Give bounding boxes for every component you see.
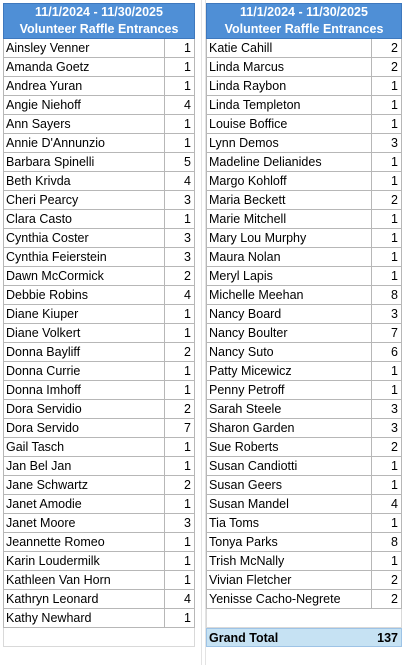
entrance-count-cell[interactable]: 2 [184,402,191,416]
volunteer-name-cell[interactable]: Jeannette Romeo [4,533,165,551]
table-row[interactable] [206,210,402,229]
right-header-date: 11/1/2024 - 11/30/2025 [206,3,402,21]
entrance-count-cell[interactable]: 1 [184,117,191,131]
table-row[interactable] [206,191,402,210]
entrance-count-cell[interactable]: 1 [184,573,191,587]
left-table-body [3,39,195,628]
table-row[interactable] [3,438,195,457]
grand-total-label: Grand Total [209,631,279,645]
entrance-count-cell[interactable]: 8 [391,535,398,549]
table-row[interactable] [3,343,195,362]
table-row[interactable] [3,400,195,419]
table-row[interactable] [3,305,195,324]
entrance-count-cell[interactable]: 3 [184,193,191,207]
table-row[interactable] [206,457,402,476]
volunteer-name-cell[interactable]: Jane Schwartz [4,476,165,494]
table-row[interactable] [3,457,195,476]
volunteer-name-cell[interactable]: Mary Lou Murphy [207,229,372,247]
entrance-count-cell[interactable]: 1 [391,269,398,283]
entrance-count-cell[interactable]: 3 [391,307,398,321]
table-row[interactable] [3,115,195,134]
volunteer-name-cell[interactable]: Sharon Garden [207,419,372,437]
entrance-count-cell[interactable]: 1 [391,383,398,397]
entrance-count-cell[interactable]: 4 [184,288,191,302]
volunteer-name-cell[interactable]: Ainsley Venner [4,39,165,57]
volunteer-name-cell[interactable]: Donna Currie [4,362,165,380]
volunteer-name-cell[interactable]: Trish McNally [207,552,372,570]
volunteer-name-cell[interactable]: Maura Nolan [207,248,372,266]
table-row[interactable] [206,153,402,172]
entrance-count-cell[interactable]: 1 [184,326,191,340]
entrance-count-cell[interactable]: 2 [391,193,398,207]
volunteer-name-cell[interactable]: Beth Krivda [4,172,165,190]
table-row[interactable] [3,58,195,77]
volunteer-name-cell[interactable]: Louise Boffice [207,115,372,133]
entrance-count-cell[interactable]: 1 [184,307,191,321]
entrance-count-cell[interactable]: 1 [391,516,398,530]
volunteer-name-cell[interactable]: Annie D'Annunzio [4,134,165,152]
entrance-count-cell[interactable]: 1 [391,478,398,492]
table-row[interactable] [206,514,402,533]
entrance-count-cell[interactable]: 1 [391,231,398,245]
volunteer-name-cell[interactable]: Dora Servidio [4,400,165,418]
volunteer-name-cell[interactable]: Kathryn Leonard [4,590,165,608]
right-table-body [206,39,402,609]
volunteer-name-cell[interactable]: Cynthia Feierstein [4,248,165,266]
table-row[interactable] [206,590,402,609]
table-row[interactable] [3,533,195,552]
table-row[interactable] [206,476,402,495]
volunteer-name-cell[interactable]: Angie Niehoff [4,96,165,114]
table-row[interactable] [206,172,402,191]
entrance-count-cell[interactable]: 1 [391,364,398,378]
entrance-count-cell[interactable]: 1 [184,41,191,55]
volunteer-name-cell[interactable]: Patty Micewicz [207,362,372,380]
blank-row [3,628,195,647]
volunteer-name-cell[interactable]: Sue Roberts [207,438,372,456]
volunteer-name-cell[interactable]: Linda Marcus [207,58,372,76]
entrance-count-cell[interactable]: 4 [184,174,191,188]
volunteer-name-cell[interactable]: Debbie Robins [4,286,165,304]
volunteer-name-cell[interactable]: Kathleen Van Horn [4,571,165,589]
volunteer-name-cell[interactable]: Margo Kohloff [207,172,372,190]
entrance-count-cell[interactable]: 2 [184,269,191,283]
volunteer-name-cell[interactable]: Diane Kiuper [4,305,165,323]
entrance-count-cell[interactable]: 1 [391,250,398,264]
entrance-count-cell[interactable]: 1 [184,459,191,473]
volunteer-name-cell[interactable]: Marie Mitchell [207,210,372,228]
volunteer-name-cell[interactable]: Gail Tasch [4,438,165,456]
table-row[interactable] [3,77,195,96]
entrance-count-cell[interactable]: 1 [391,98,398,112]
volunteer-name-cell[interactable]: Nancy Boulter [207,324,372,342]
volunteer-name-cell[interactable]: Katie Cahill [207,39,372,57]
entrance-count-cell[interactable]: 3 [184,231,191,245]
table-row[interactable] [3,39,195,58]
table-row[interactable] [206,96,402,115]
entrance-count-cell[interactable]: 3 [391,136,398,150]
entrance-count-cell[interactable]: 1 [391,459,398,473]
table-row[interactable] [206,58,402,77]
volunteer-name-cell[interactable]: Nancy Suto [207,343,372,361]
entrance-count-cell[interactable]: 1 [184,364,191,378]
entrance-count-cell[interactable]: 2 [391,41,398,55]
table-row[interactable] [206,248,402,267]
column-gridline [201,0,202,665]
grand-total-value: 137 [377,631,398,645]
volunteer-name-cell[interactable]: Diane Volkert [4,324,165,342]
volunteer-name-cell[interactable]: Tia Toms [207,514,372,532]
volunteer-name-cell[interactable]: Janet Moore [4,514,165,532]
entrance-count-cell[interactable]: 6 [391,345,398,359]
entrance-count-cell[interactable]: 4 [184,592,191,606]
entrance-count-cell[interactable]: 7 [391,326,398,340]
entrance-count-cell[interactable]: 8 [391,288,398,302]
volunteer-name-cell[interactable]: Andrea Yuran [4,77,165,95]
volunteer-name-cell[interactable]: Susan Candiotti [207,457,372,475]
table-row[interactable] [206,552,402,571]
entrance-count-cell[interactable]: 1 [184,554,191,568]
table-row[interactable] [3,229,195,248]
table-row[interactable] [3,286,195,305]
table-row[interactable] [206,267,402,286]
entrance-count-cell[interactable]: 1 [391,117,398,131]
table-row[interactable] [3,153,195,172]
table-row[interactable] [206,115,402,134]
table-row[interactable] [206,495,402,514]
volunteer-name-cell[interactable]: Sarah Steele [207,400,372,418]
entrance-count-cell[interactable]: 2 [391,592,398,606]
table-row[interactable] [206,419,402,438]
blank-row [206,609,402,628]
entrance-count-cell[interactable]: 5 [184,155,191,169]
entrance-count-cell[interactable]: 2 [391,60,398,74]
table-row[interactable] [206,134,402,153]
volunteer-name-cell[interactable]: Cynthia Coster [4,229,165,247]
table-row[interactable] [3,495,195,514]
volunteer-name-cell[interactable]: Janet Amodie [4,495,165,513]
table-row[interactable] [3,590,195,609]
grand-total-row[interactable] [206,628,402,647]
volunteer-name-cell[interactable]: Linda Templeton [207,96,372,114]
volunteer-name-cell[interactable]: Nancy Board [207,305,372,323]
entrance-count-cell[interactable]: 2 [184,345,191,359]
volunteer-name-cell[interactable]: Linda Raybon [207,77,372,95]
volunteer-name-cell[interactable]: Tonya Parks [207,533,372,551]
entrance-count-cell[interactable]: 3 [391,402,398,416]
entrance-count-cell[interactable]: 1 [391,155,398,169]
volunteer-name-cell[interactable]: Dawn McCormick [4,267,165,285]
entrance-count-cell[interactable]: 7 [184,421,191,435]
table-row[interactable] [3,324,195,343]
volunteer-name-cell[interactable]: Clara Casto [4,210,165,228]
left-header-date: 11/1/2024 - 11/30/2025 [3,3,195,21]
entrance-count-cell[interactable]: 1 [184,611,191,625]
entrance-count-cell[interactable]: 1 [184,497,191,511]
volunteer-name-cell[interactable]: Karin Loudermilk [4,552,165,570]
volunteer-name-cell[interactable]: Vivian Fletcher [207,571,372,589]
table-row[interactable] [206,305,402,324]
table-row[interactable] [3,267,195,286]
entrance-count-cell[interactable]: 1 [391,174,398,188]
table-row[interactable] [206,324,402,343]
table-row[interactable] [3,419,195,438]
table-row[interactable] [206,400,402,419]
table-row[interactable] [3,210,195,229]
entrance-count-cell[interactable]: 3 [184,250,191,264]
entrance-count-cell[interactable]: 4 [391,497,398,511]
table-row[interactable] [3,96,195,115]
table-row[interactable] [3,172,195,191]
entrance-count-cell[interactable]: 2 [391,440,398,454]
volunteer-name-cell[interactable]: Cheri Pearcy [4,191,165,209]
left-header-title: Volunteer Raffle Entrances [3,21,195,39]
volunteer-name-cell[interactable]: Susan Mandel [207,495,372,513]
table-row[interactable] [3,476,195,495]
volunteer-name-cell[interactable]: Donna Imhoff [4,381,165,399]
volunteer-name-cell[interactable]: Meryl Lapis [207,267,372,285]
table-row[interactable] [3,134,195,153]
entrance-count-cell[interactable]: 1 [184,136,191,150]
entrance-count-cell[interactable]: 2 [184,478,191,492]
volunteer-name-cell[interactable]: Jan Bel Jan [4,457,165,475]
table-row[interactable] [3,552,195,571]
volunteer-name-cell[interactable]: Ann Sayers [4,115,165,133]
volunteer-name-cell[interactable]: Dora Servido [4,419,165,437]
table-row[interactable] [3,609,195,628]
volunteer-name-cell[interactable]: Donna Bayliff [4,343,165,361]
entrance-count-cell[interactable]: 1 [184,383,191,397]
volunteer-name-cell[interactable]: Barbara Spinelli [4,153,165,171]
table-row[interactable] [206,381,402,400]
table-row[interactable] [3,571,195,590]
table-row[interactable] [206,229,402,248]
table-row[interactable] [3,381,195,400]
table-row[interactable] [206,571,402,590]
table-row[interactable] [206,39,402,58]
table-row[interactable] [206,362,402,381]
right-header-title: Volunteer Raffle Entrances [206,21,402,39]
table-row[interactable] [206,286,402,305]
table-row[interactable] [206,533,402,552]
volunteer-name-cell[interactable]: Maria Beckett [207,191,372,209]
entrance-count-cell[interactable]: 2 [391,573,398,587]
volunteer-name-cell[interactable]: Lynn Demos [207,134,372,152]
entrance-count-cell[interactable]: 1 [184,60,191,74]
entrance-count-cell[interactable]: 1 [184,535,191,549]
table-row[interactable] [3,191,195,210]
table-row[interactable] [3,248,195,267]
volunteer-name-cell[interactable]: Yenisse Cacho-Negrete [207,590,372,608]
entrance-count-cell[interactable]: 1 [184,440,191,454]
entrance-count-cell[interactable]: 3 [184,516,191,530]
entrance-count-cell[interactable]: 1 [391,79,398,93]
table-row[interactable] [206,343,402,362]
entrance-count-cell[interactable]: 4 [184,98,191,112]
table-row[interactable] [3,362,195,381]
left-table [3,3,195,647]
volunteer-name-cell[interactable]: Amanda Goetz [4,58,165,76]
volunteer-name-cell[interactable]: Penny Petroff [207,381,372,399]
entrance-count-cell[interactable]: 1 [184,79,191,93]
entrance-count-cell[interactable]: 1 [391,554,398,568]
volunteer-name-cell[interactable]: Madeline Delianides [207,153,372,171]
entrance-count-cell[interactable]: 1 [391,212,398,226]
volunteer-name-cell[interactable]: Kathy Newhard [4,609,165,627]
table-row[interactable] [206,77,402,96]
volunteer-name-cell[interactable]: Susan Geers [207,476,372,494]
entrance-count-cell[interactable]: 1 [184,212,191,226]
entrance-count-cell[interactable]: 3 [391,421,398,435]
right-table [206,3,402,647]
volunteer-name-cell[interactable]: Michelle Meehan [207,286,372,304]
table-row[interactable] [206,438,402,457]
table-row[interactable] [3,514,195,533]
